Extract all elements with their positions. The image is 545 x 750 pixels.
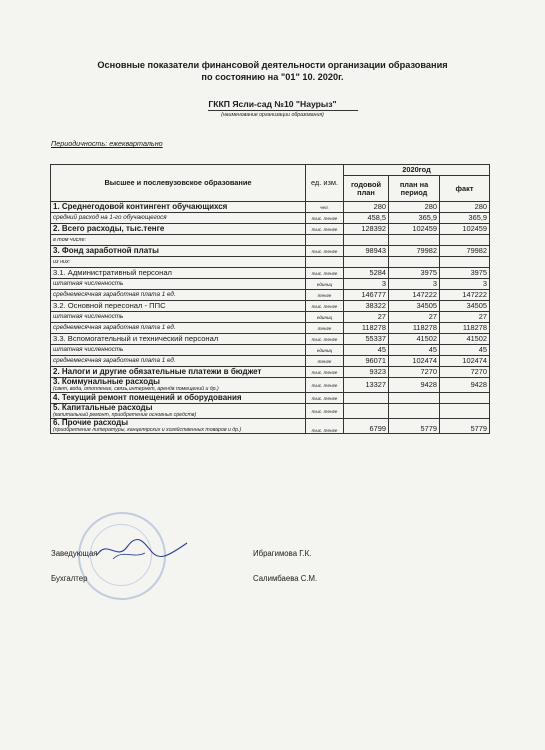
row-subtitle: (капитальный ремонт, приобретение основных средств) (53, 412, 197, 418)
row-name: 3. Фонд заработной платы (51, 246, 306, 257)
table-row (51, 246, 490, 257)
row-name: штатная численность (51, 345, 306, 356)
table-header-row (51, 165, 490, 176)
row-fact: 147222 (440, 290, 490, 301)
row-fact (440, 393, 490, 404)
row-plan-year (344, 235, 389, 246)
header-plan-year: годовой план (344, 176, 389, 202)
row-unit: тыс. тенге (306, 224, 344, 235)
row-plan-year: 118278 (344, 323, 389, 334)
row-name: среднемесячная заработная плата 1 ед. (51, 290, 306, 301)
report-title-line2: по состоянию на "01" 10. 2020г. (201, 72, 344, 82)
row-unit: тыс. тенге (306, 334, 344, 345)
row-plan-period: 41502 (389, 334, 440, 345)
table-row (51, 393, 490, 404)
row-name: 2. Всего расходы, тыс.тенге (51, 224, 306, 235)
row-name: 4. Текущий ремонт помещений и оборудования (51, 393, 306, 404)
signature-mark (95, 535, 190, 565)
row-name: среднемесячная заработная плата 1 ед. (51, 323, 306, 334)
row-fact: 27 (440, 312, 490, 323)
row-plan-period: 118278 (389, 323, 440, 334)
row-plan-period: 34505 (389, 301, 440, 312)
row-name: 3.3. Вспомогательный и технический персонал (51, 334, 306, 345)
table-row (51, 323, 490, 334)
head-name: Ибрагимова Г.К. (253, 549, 312, 558)
row-unit: тыс. тенге (306, 268, 344, 279)
row-title: 6. Прочие расходы (53, 418, 129, 427)
table-row (51, 356, 490, 367)
row-unit: тыс. тенге (306, 419, 344, 434)
row-plan-year: 458,5 (344, 213, 389, 224)
row-fact: 3975 (440, 268, 490, 279)
table-row (51, 279, 490, 290)
header-year: 2020год (344, 165, 490, 176)
row-fact: 118278 (440, 323, 490, 334)
row-fact: 5779 (440, 419, 490, 434)
row-unit: тыс. тенге (306, 246, 344, 257)
row-plan-period: 102474 (389, 356, 440, 367)
report-title-line1: Основные показатели финансовой деятельности организации образования (97, 60, 448, 70)
row-plan-year: 128392 (344, 224, 389, 235)
row-plan-period: 280 (389, 202, 440, 213)
row-plan-period: 3 (389, 279, 440, 290)
row-unit: единиц (306, 279, 344, 290)
table-row (51, 268, 490, 279)
row-fact (440, 257, 490, 268)
row-plan-year: 45 (344, 345, 389, 356)
row-plan-year: 5284 (344, 268, 389, 279)
row-plan-period: 27 (389, 312, 440, 323)
table-row (51, 419, 490, 434)
table-row (51, 290, 490, 301)
organization-caption: (наименование организации образования) (221, 112, 324, 118)
row-unit: тыс. тенге (306, 393, 344, 404)
header-plan-period: план на период (389, 176, 440, 202)
accountant-name: Салимбаева С.М. (253, 574, 318, 583)
row-plan-year: 6799 (344, 419, 389, 434)
row-plan-year (344, 404, 389, 419)
row-unit: тенге (306, 290, 344, 301)
row-unit: единиц (306, 312, 344, 323)
row-fact: 7270 (440, 367, 490, 378)
row-plan-year: 38322 (344, 301, 389, 312)
row-fact: 34505 (440, 301, 490, 312)
organization-name: ГККП Ясли-сад №10 "Наурыз" (208, 99, 337, 109)
row-plan-year: 13327 (344, 378, 389, 393)
row-plan-period: 147222 (389, 290, 440, 301)
header-fact: факт (440, 176, 490, 202)
row-fact: 280 (440, 202, 490, 213)
row-plan-period: 365,9 (389, 213, 440, 224)
table-row (51, 213, 490, 224)
row-unit: тыс. тенге (306, 213, 344, 224)
row-plan-period: 45 (389, 345, 440, 356)
row-plan-year: 98943 (344, 246, 389, 257)
row-plan-year: 9323 (344, 367, 389, 378)
row-name: среднемесячная заработная плата 1 ед. (51, 356, 306, 367)
row-plan-period (389, 257, 440, 268)
table-row (51, 257, 490, 268)
head-title: Заведующая (51, 549, 98, 558)
row-name: 3.1. Административный персонал (51, 268, 306, 279)
row-plan-period: 79982 (389, 246, 440, 257)
row-name: штатная численность (51, 279, 306, 290)
row-plan-year (344, 393, 389, 404)
row-fact: 102459 (440, 224, 490, 235)
financial-indicators-table (50, 164, 490, 434)
table-row (51, 235, 490, 246)
table-row (51, 345, 490, 356)
row-name (51, 378, 306, 393)
row-unit: тыс. тенге (306, 367, 344, 378)
row-plan-year: 3 (344, 279, 389, 290)
table-row (51, 334, 490, 345)
row-plan-period (389, 235, 440, 246)
row-plan-period (389, 404, 440, 419)
row-name (51, 404, 306, 419)
header-name: Высшее и послевузовское образование (51, 165, 306, 202)
row-plan-period: 5779 (389, 419, 440, 434)
row-plan-period: 102459 (389, 224, 440, 235)
row-plan-period: 3975 (389, 268, 440, 279)
row-title: 5. Капитальные расходы (53, 403, 153, 412)
row-name: средний расход на 1-го обучающегося (51, 213, 306, 224)
row-unit: тыс. тенге (306, 404, 344, 419)
row-name: 1. Среднегодовой контингент обучающихся (51, 202, 306, 213)
row-unit: тенге (306, 356, 344, 367)
table-row (51, 301, 490, 312)
periodicity-label: Периодичность: ежеквартально (51, 139, 163, 148)
row-title: 3. Коммунальные расходы (53, 377, 160, 386)
row-subtitle: (приобретение литературы, канцелярских и хозяйственных товаров и др.) (53, 427, 242, 433)
row-fact: 79982 (440, 246, 490, 257)
row-plan-year: 96071 (344, 356, 389, 367)
row-plan-year: 27 (344, 312, 389, 323)
row-unit (306, 235, 344, 246)
row-fact: 41502 (440, 334, 490, 345)
row-name: 3.2. Основной пересонал - ППС (51, 301, 306, 312)
row-name: в том числе: (51, 235, 306, 246)
row-unit: единиц (306, 345, 344, 356)
organization-underline (208, 110, 358, 111)
row-unit: тыс. тенге (306, 378, 344, 393)
row-name: штатная численность (51, 312, 306, 323)
row-plan-year: 55337 (344, 334, 389, 345)
row-plan-year: 280 (344, 202, 389, 213)
row-fact: 102474 (440, 356, 490, 367)
row-fact: 45 (440, 345, 490, 356)
row-fact: 3 (440, 279, 490, 290)
row-unit: чел. (306, 202, 344, 213)
table-row (51, 378, 490, 393)
table-row (51, 202, 490, 213)
table-row (51, 367, 490, 378)
row-fact (440, 235, 490, 246)
row-plan-period: 7270 (389, 367, 440, 378)
table-row (51, 404, 490, 419)
header-unit: ед. изм. (306, 165, 344, 202)
row-unit: тенге (306, 323, 344, 334)
row-fact: 365,9 (440, 213, 490, 224)
row-name: из них: (51, 257, 306, 268)
row-subtitle: (свет, вода, отопление, связь,интернет, арендв помещений и др.) (53, 386, 219, 392)
row-plan-period: 9428 (389, 378, 440, 393)
row-fact (440, 404, 490, 419)
row-unit (306, 257, 344, 268)
row-plan-year: 146777 (344, 290, 389, 301)
table-row (51, 224, 490, 235)
row-name: 2. Налоги и другие обязательные платежи в бюджет (51, 367, 306, 378)
row-name (51, 419, 306, 434)
row-fact: 9428 (440, 378, 490, 393)
table-row (51, 312, 490, 323)
row-unit: тыс. тенге (306, 301, 344, 312)
row-plan-year (344, 257, 389, 268)
row-plan-period (389, 393, 440, 404)
accountant-title: Бухгалтер (51, 574, 88, 583)
